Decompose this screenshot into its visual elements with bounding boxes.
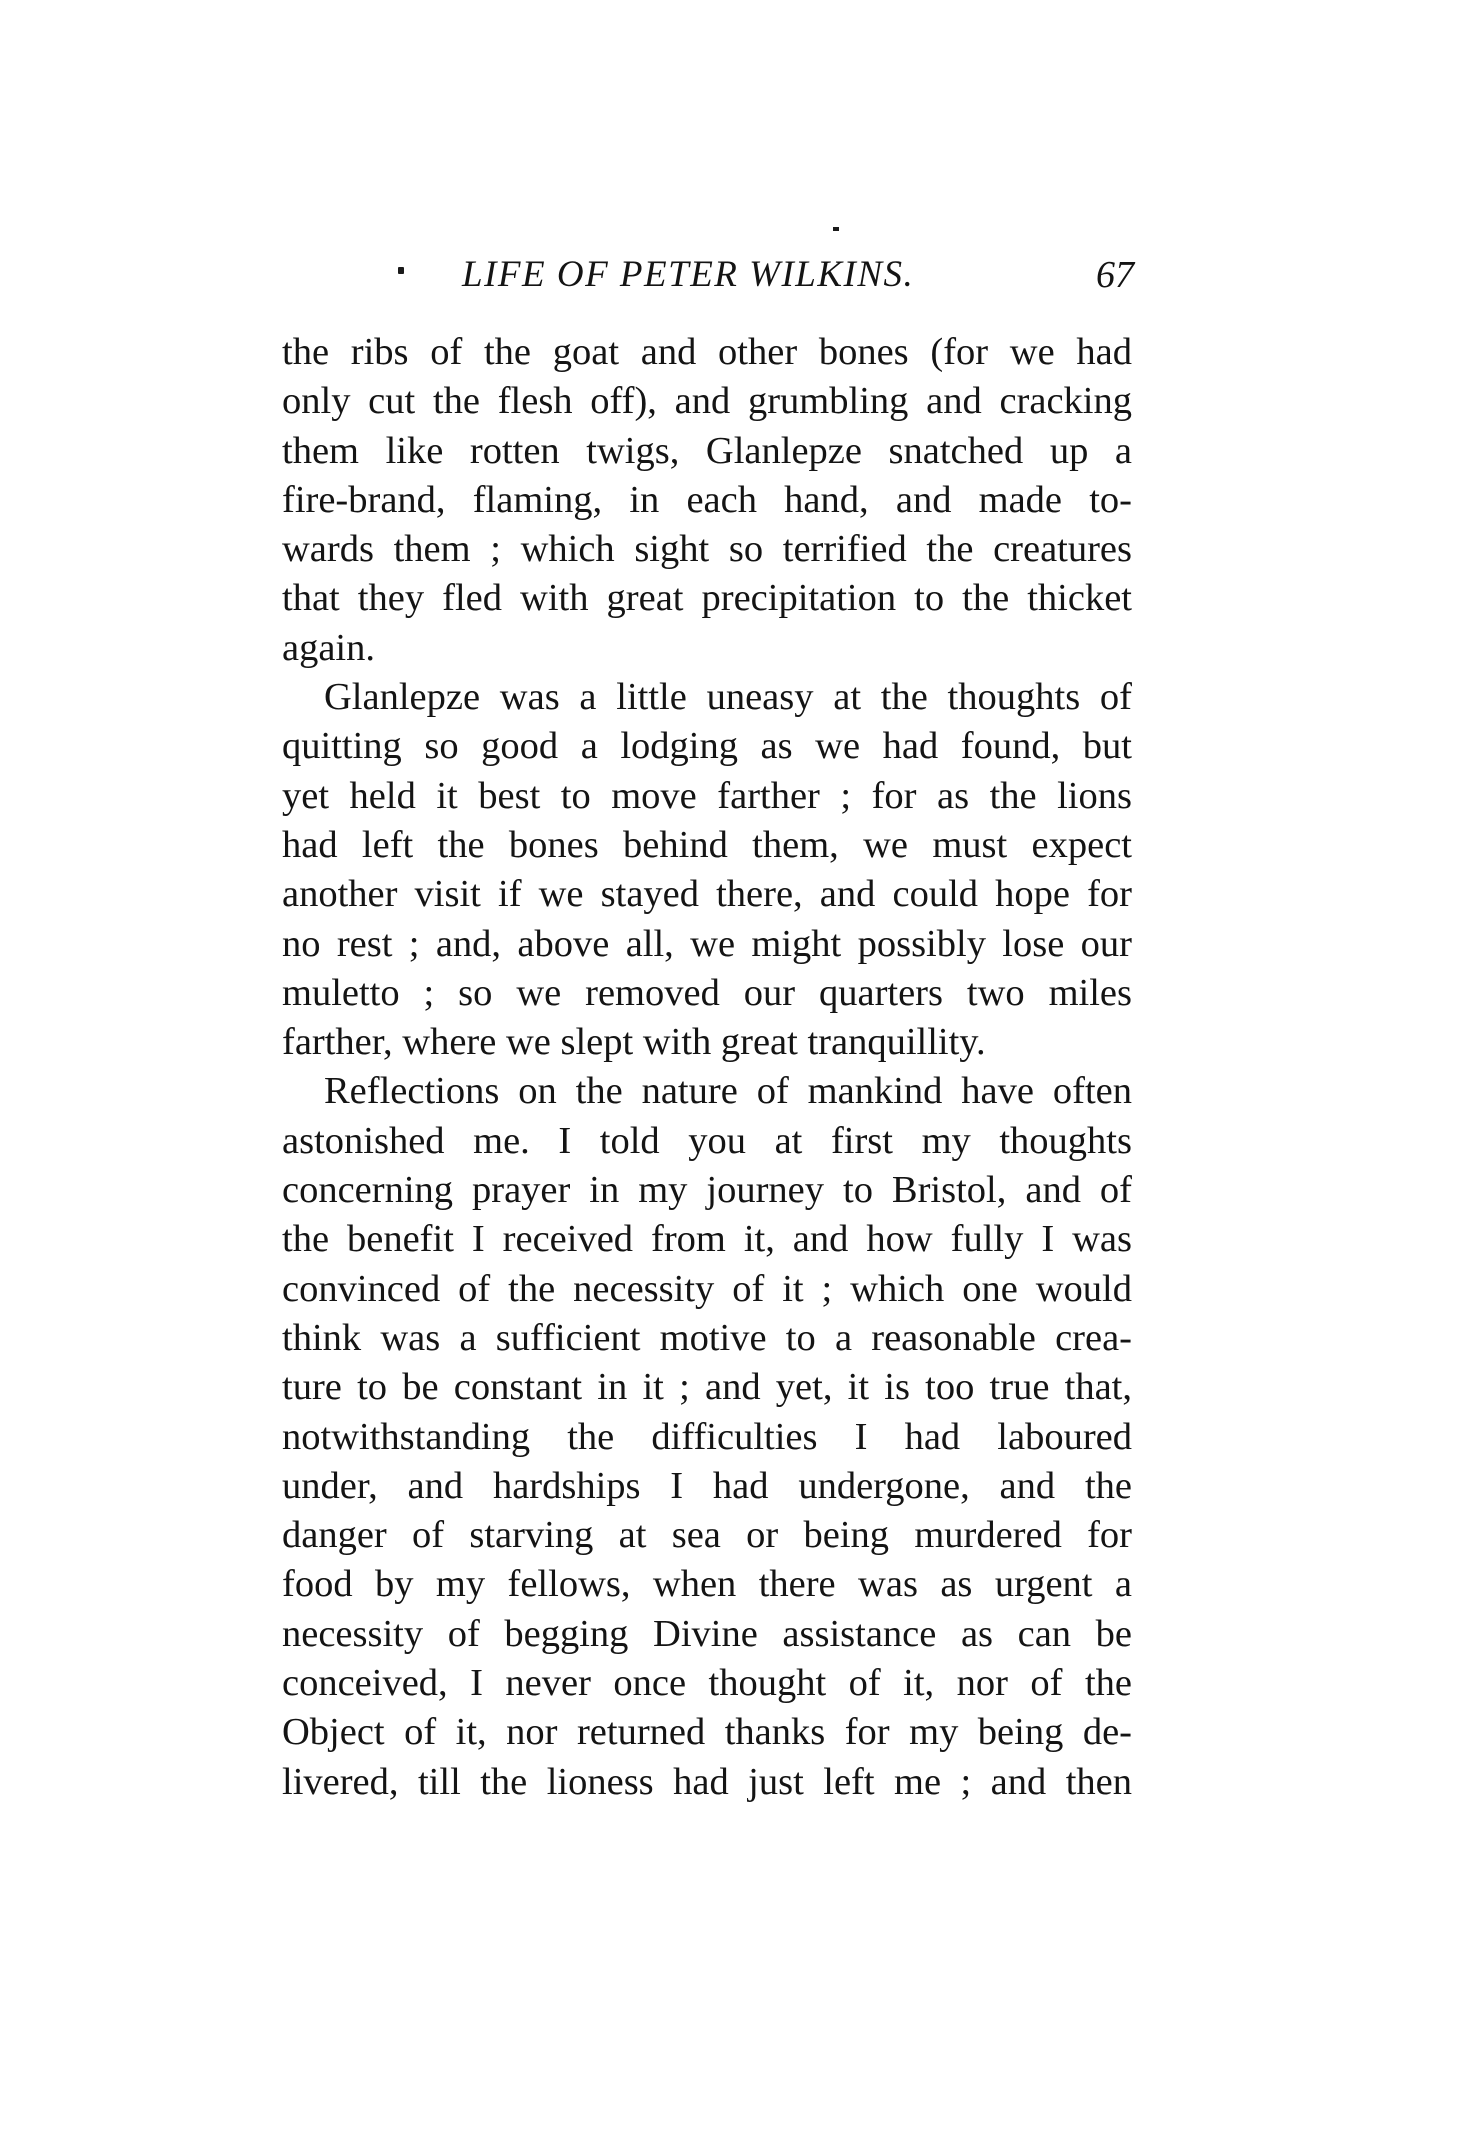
text-line: muletto ; so we removed our quarters two miles	[282, 971, 1132, 1014]
text-line: Object of it, nor returned thanks for my being de-	[282, 1711, 1132, 1754]
text-line: that they fled with great precipitation to the thicket	[282, 577, 1132, 620]
text-line: again.	[282, 626, 375, 669]
paragraph	[282, 673, 1132, 1067]
text-line: notwithstanding the difficulties I had laboured	[282, 1415, 1132, 1458]
text-line: them like rotten twigs, Glanlepze snatched up a	[282, 429, 1132, 472]
text-line: conceived, I never once thought of it, nor of the	[282, 1662, 1132, 1705]
body-text	[282, 328, 1132, 1807]
text-line: livered, till the lioness had just left me ; and then	[282, 1760, 1132, 1803]
ink-speck	[833, 227, 839, 231]
text-line: no rest ; and, above all, we might possibly lose our	[282, 922, 1132, 965]
paragraph	[282, 328, 1132, 673]
text-line: under, and hardships I had undergone, and the	[282, 1464, 1132, 1507]
ink-speck	[398, 267, 404, 274]
text-line: Glanlepze was a little uneasy at the thoughts of	[324, 676, 1132, 719]
running-head-title: LIFE OF PETER WILKINS.	[462, 254, 915, 295]
text-line: danger of starving at sea or being murdered for	[282, 1514, 1132, 1557]
paragraph	[282, 1067, 1132, 1806]
text-line: think was a sufficient motive to a reasonable crea-	[282, 1316, 1132, 1359]
text-line: had left the bones behind them, we must expect	[282, 823, 1132, 866]
text-line: yet held it best to move farther ; for as the lions	[282, 774, 1132, 817]
text-line: ture to be constant in it ; and yet, it is too true that,	[282, 1366, 1132, 1409]
text-line: astonished me. I told you at first my thoughts	[282, 1119, 1132, 1162]
text-line: wards them ; which sight so terrified the creatures	[282, 528, 1132, 571]
text-line: the ribs of the goat and other bones (for we had	[282, 331, 1132, 373]
text-line: quitting so good a lodging as we had found, but	[282, 725, 1132, 768]
text-line: concerning prayer in my journey to Bristol, and of	[282, 1169, 1132, 1212]
text-line: fire-brand, flaming, in each hand, and made to-	[282, 478, 1132, 521]
text-line: the benefit I received from it, and how fully I was	[282, 1218, 1132, 1261]
text-line: necessity of begging Divine assistance as can be	[282, 1612, 1132, 1655]
text-line: only cut the flesh off), and grumbling and cracking	[282, 380, 1132, 423]
text-line: Reflections on the nature of mankind have often	[324, 1070, 1132, 1113]
text-line: farther, where we slept with great tranquillity.	[282, 1021, 986, 1064]
text-line: convinced of the necessity of it ; which one would	[282, 1267, 1132, 1310]
text-line: food by my fellows, when there was as urgent a	[282, 1563, 1132, 1606]
page-number: 67	[1096, 254, 1134, 296]
text-line: another visit if we stayed there, and could hope for	[282, 873, 1132, 916]
